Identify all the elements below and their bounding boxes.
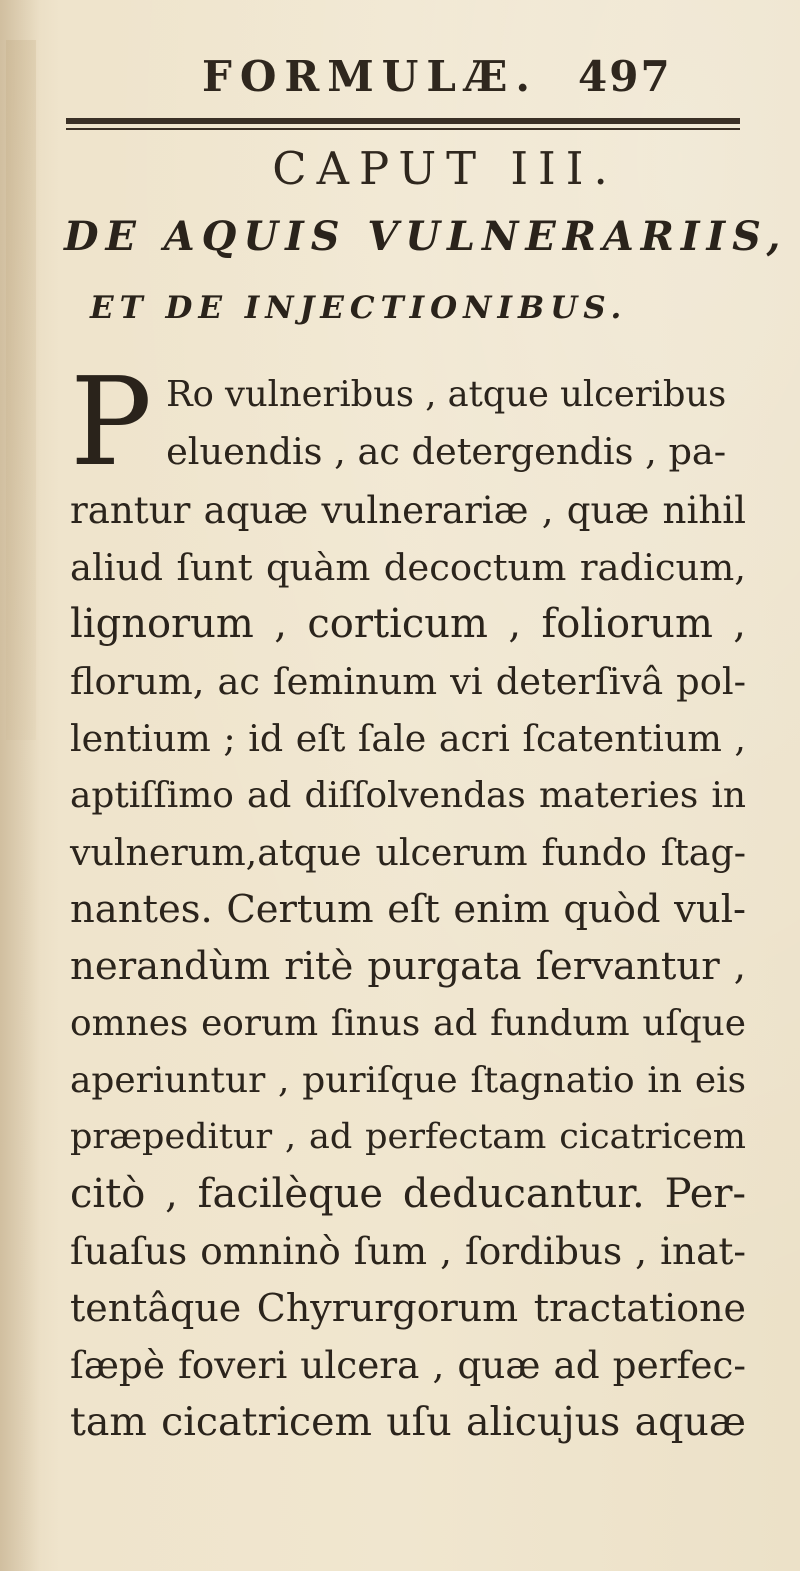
text-line: aperiuntur , puriſque ſtagnatio in eis xyxy=(70,1060,746,1101)
body-text xyxy=(70,351,746,1451)
chapter-title-line-1: DE AQUIS VULNERARIIS, xyxy=(64,214,788,260)
text-line: tam cicatricem uſu alicujus aquæ xyxy=(70,1399,746,1445)
text-line: nerandùm ritè purgata ſervantur , xyxy=(70,944,746,989)
header-rule-thin xyxy=(66,128,740,130)
text-line: ſuaſus omninò ſum , ſordibus , inat- xyxy=(70,1229,746,1273)
page-number: 497 xyxy=(578,52,672,101)
text-line: florum, ac ſeminum vi deterſivâ pol- xyxy=(70,660,746,703)
text-line: omnes eorum ſinus ad fundum uſque xyxy=(70,1003,746,1044)
text-line: rantur aquæ vulnerariæ , quæ nihil xyxy=(70,489,746,532)
chapter-title-line-2: ET DE INJECTIONIBUS. xyxy=(90,290,628,326)
text-line: citò , facilèque deducantur. Per- xyxy=(70,1171,746,1217)
running-head xyxy=(0,52,800,112)
text-line: nantes. Certum eſt enim quòd vul- xyxy=(70,887,746,932)
text-line: aliud ſunt quàm decoctum radicum, xyxy=(70,546,746,589)
text-line: Ro vulneribus , atque ulceribus xyxy=(166,374,727,415)
header-rule-thick xyxy=(66,118,740,124)
drop-cap: P xyxy=(70,351,153,493)
text-line: aptiſſimo ad diſſolvendas materies in xyxy=(70,775,746,816)
text-line: vulnerum,atque ulcerum fundo ſtag- xyxy=(70,831,746,874)
running-head-title: FORMULÆ. xyxy=(202,52,539,101)
text-line: lentium ; id eſt ſale acri ſcatentium , xyxy=(70,717,746,760)
text-line: ſæpè foveri ulcera , quæ ad perfec- xyxy=(70,1343,746,1387)
text-line: lignorum , corticum , foliorum , xyxy=(70,601,746,647)
chapter-label: CAPUT III. xyxy=(272,142,618,195)
text-line: tentâque Chyrurgorum tractatione xyxy=(70,1286,746,1330)
text-line: præpeditur , ad perfectam cicatricem xyxy=(70,1117,746,1157)
text-line: eluendis , ac detergendis , pa- xyxy=(166,430,727,473)
